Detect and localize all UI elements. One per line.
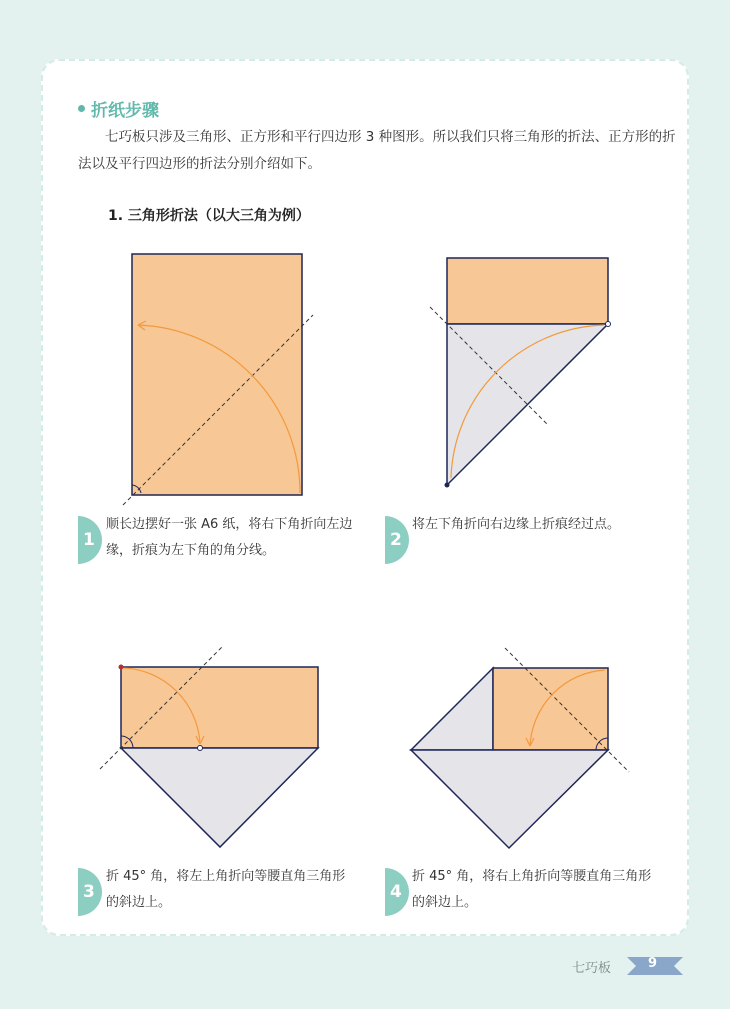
fold-diagram-4 [411, 648, 629, 848]
intro-paragraph: 七巧板只涉及三角形、正方形和平行四边形 3 种图形。所以我们只将三角形的折法、正方形的折法以及平行四边形的折法分别介绍如下。 [78, 129, 676, 172]
folded-triangle [121, 748, 318, 847]
book-title: 七巧板 [572, 961, 612, 976]
target-point [198, 746, 203, 751]
paper-rectangle [121, 667, 318, 748]
step-badge-2: 2 [385, 516, 409, 564]
fold-diagram-1 [123, 254, 313, 505]
start-point [445, 483, 450, 488]
paper-top-strip [447, 258, 608, 324]
step-text-3: 折 45° 角，将左上角折向等腰直角三角形的斜边上。 [106, 869, 346, 910]
paper-square [493, 668, 608, 750]
step-text-2: 将左下角折向右边缘上折痕经过点。 [412, 517, 621, 532]
fold-diagram-2 [430, 258, 611, 488]
step-badge-1: 1 [78, 516, 102, 564]
step-badge-3: 3 [78, 868, 102, 916]
section-heading-text: 折纸步骤 [91, 101, 159, 121]
paper-sheet [132, 254, 302, 495]
start-point [119, 665, 124, 670]
folded-triangle [411, 750, 608, 848]
step-text-4: 折 45° 角，将右上角折向等腰直角三角形的斜边上。 [412, 869, 652, 910]
page-number: 9 [648, 956, 658, 971]
subheading: 1. 三角形折法（以大三角为例） [108, 208, 310, 224]
folded-left-triangle [411, 668, 493, 750]
target-point [606, 322, 611, 327]
step-badge-4: 4 [385, 868, 409, 916]
fold-diagram-3 [100, 646, 318, 847]
step-text-1: 顺长边摆好一张 A6 纸，将右下角折向左边缘，折痕为左下角的角分线。 [106, 517, 353, 558]
